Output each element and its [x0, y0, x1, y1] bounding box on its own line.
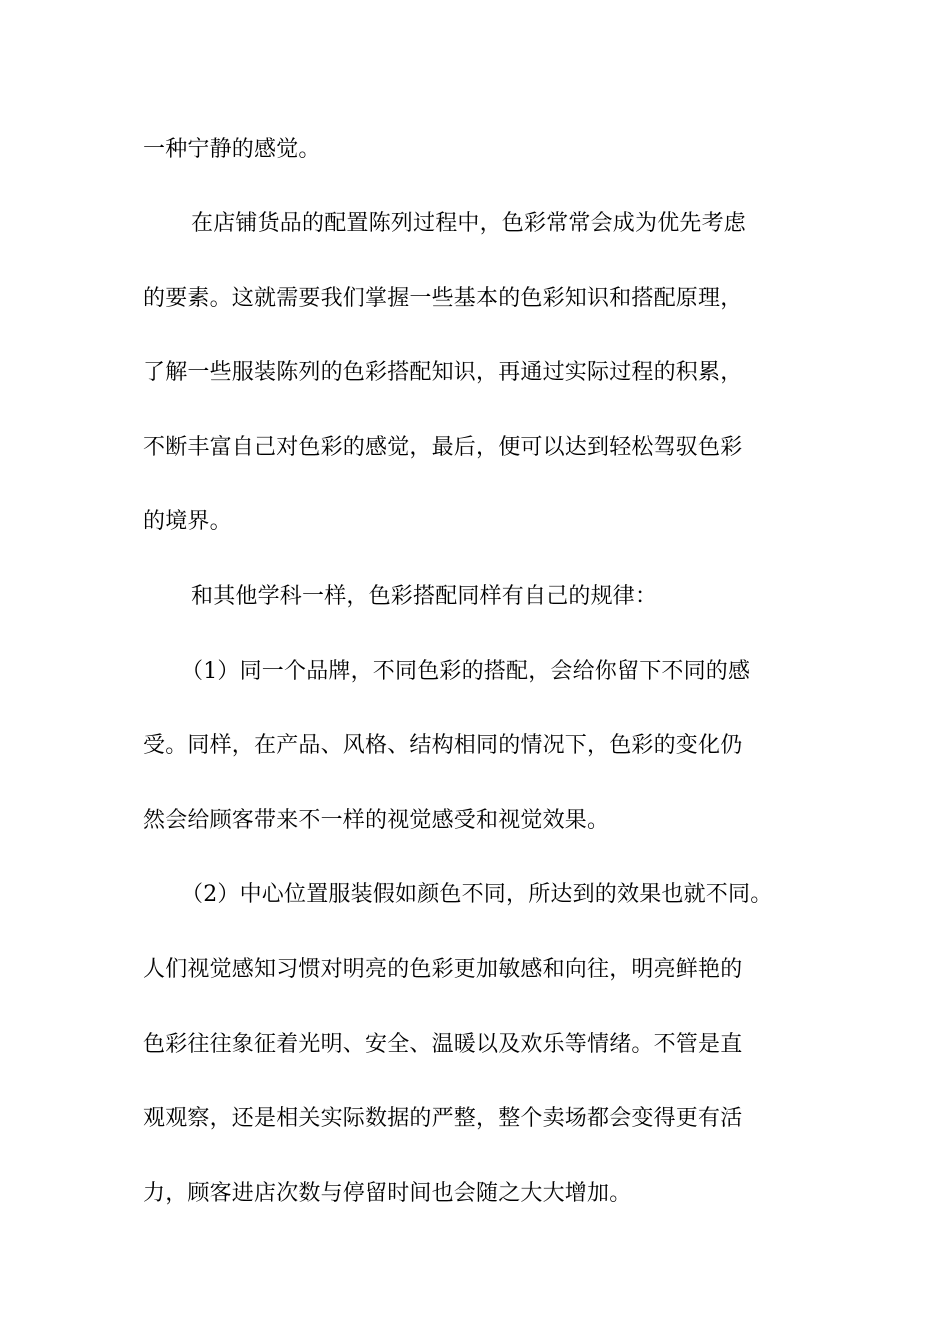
text-line: 色彩往往象征着光明、安全、温暖以及欢乐等情绪。不管是直	[143, 1032, 743, 1057]
text-line: 人们视觉感知习惯对明亮的色彩更加敏感和向往，明亮鲜艳的	[143, 957, 743, 982]
text-line: 然会给顾客带来不一样的视觉感受和视觉效果。	[143, 808, 610, 833]
paragraph-first-line: 在店铺货品的配置陈列过程中，色彩常常会成为优先考虑	[191, 211, 747, 236]
list-item-first-line: （2）中心位置服装假如颜色不同，所达到的效果也就不同。	[181, 882, 773, 907]
text-line: 一种宁静的感觉。	[143, 137, 321, 162]
text-line: 力，顾客进店次数与停留时间也会随之大大增加。	[143, 1181, 632, 1206]
text-line: 了解一些服装陈列的色彩搭配知识，再通过实际过程的积累，	[143, 360, 743, 385]
text-line: 的要素。这就需要我们掌握一些基本的色彩知识和搭配原理，	[143, 286, 743, 311]
text-line: 受。同样，在产品、风格、结构相同的情况下，色彩的变化仍	[143, 733, 743, 758]
text-line: 不断丰富自己对色彩的感觉，最后，便可以达到轻松驾驭色彩	[143, 435, 743, 460]
list-item-first-line: （1）同一个品牌，不同色彩的搭配，会给你留下不同的感	[181, 659, 751, 684]
text-line: 的境界。	[143, 509, 232, 534]
paragraph-first-line: 和其他学科一样，色彩搭配同样有自己的规律：	[191, 584, 658, 609]
text-line: 观观察，还是相关实际数据的严整，整个卖场都会变得更有活	[143, 1106, 743, 1131]
